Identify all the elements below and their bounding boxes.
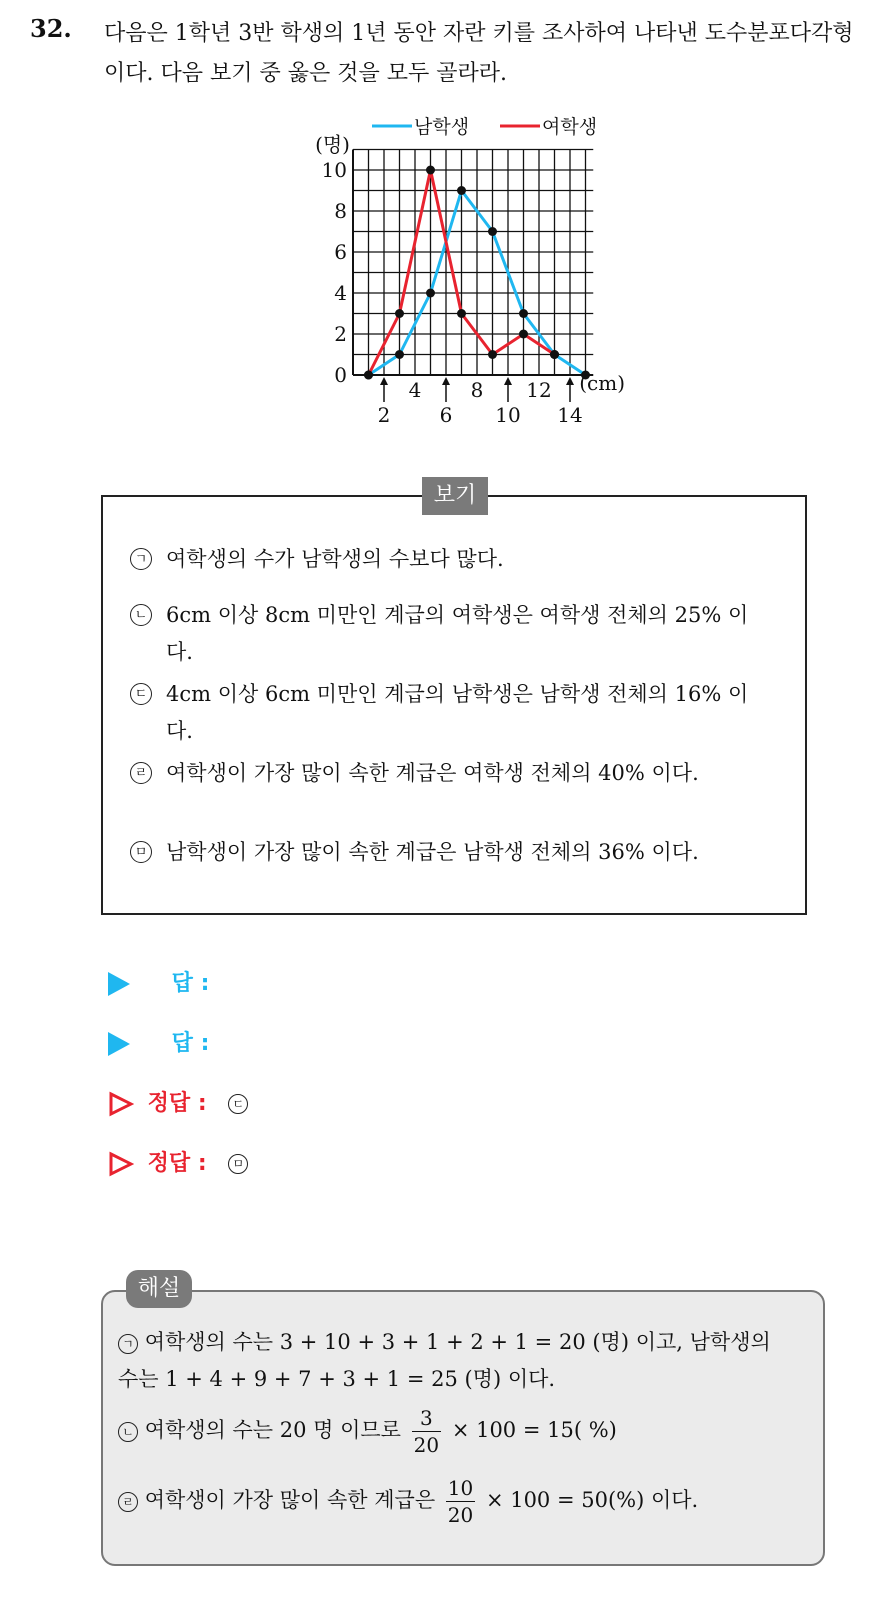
data-point (426, 166, 435, 175)
y-tick-label: 0 (334, 363, 347, 387)
data-point (364, 371, 373, 380)
chart-grid (353, 150, 593, 376)
outline-play-icon (108, 1091, 134, 1117)
solution-marker-4: ㄹ (118, 1492, 138, 1512)
fraction-numerator: 3 (412, 1405, 441, 1432)
data-point (426, 289, 435, 298)
solution-line-1 (118, 1324, 818, 1360)
correct-answer-2: ㅁ (228, 1154, 248, 1174)
solution-text-4: 여학생이 가장 많이 속한 계급은 (144, 1488, 436, 1512)
correct-label-1: 정답 : (147, 1091, 207, 1116)
fraction-denominator: 20 (413, 1433, 440, 1457)
solution-marker-1: ㄱ (118, 1334, 138, 1354)
y-tick-label: 10 (321, 158, 347, 182)
x-tick-label-bottom: 6 (439, 403, 453, 427)
data-point (488, 350, 497, 359)
bogi-marker-5: ㅁ (130, 841, 152, 863)
solution-fraction-3 (412, 1405, 441, 1458)
outline-play-icon (108, 1151, 134, 1177)
solution-post-4: × 100 = 50(%) 이다. (485, 1488, 699, 1512)
x-unit-label: (cm) (579, 371, 626, 395)
question-number: 32. (30, 14, 72, 43)
fraction-numerator: 10 (447, 1476, 474, 1500)
data-point (395, 309, 404, 318)
bogi-item-1 (130, 541, 780, 578)
x-tick-label-bottom: 2 (377, 403, 391, 427)
x-tick-label-bottom: 10 (495, 403, 521, 427)
bogi-marker-2: ㄴ (130, 604, 152, 626)
x-tick-arrowhead (442, 377, 450, 385)
answer-row-1 (108, 966, 209, 997)
correct-answer-1: ㄷ (228, 1094, 248, 1114)
bogi-item-2 (130, 597, 780, 671)
legend-label-2: 여학생 (542, 116, 598, 138)
solution-fraction-4 (446, 1475, 475, 1528)
bogi-marker-3: ㄷ (130, 683, 152, 705)
bogi-item-4 (130, 755, 780, 792)
answer-label-1: 답 : (171, 971, 210, 996)
play-icon (108, 1032, 130, 1056)
x-tick-label-top: 12 (526, 378, 552, 402)
y-tick-label: 6 (334, 240, 347, 264)
data-point (488, 227, 497, 236)
y-unit-label: (명) (315, 132, 350, 157)
correct-row-1 (108, 1086, 248, 1117)
answer-label-2: 답 : (171, 1031, 210, 1056)
data-point (519, 309, 528, 318)
chart-labels (315, 116, 625, 427)
bogi-marker-1: ㄱ (130, 548, 152, 570)
bogi-text-3: 4cm 이상 6cm 미만인 계급의 남학생은 남학생 전체의 16% 이다. (166, 682, 749, 743)
bogi-text-2: 6cm 이상 8cm 미만인 계급의 여학생은 여학생 전체의 25% 이다. (166, 603, 749, 664)
question-text: 다음은 1학년 3반 학생의 1년 동안 자란 키를 조사하여 나타낸 도수분포다각형이다. 다음 보기 중 옳은 것을 모두 골라라. (104, 21, 854, 86)
y-tick-label: 8 (334, 199, 347, 223)
solution-text-1: 여학생의 수는 3 + 10 + 3 + 1 + 2 + 1 = 20 (명) 이고, 남학생의 (144, 1330, 771, 1354)
bogi-title: 보기 (422, 477, 488, 515)
y-tick-label: 2 (334, 322, 347, 346)
bogi-text-1: 여학생의 수가 남학생의 수보다 많다. (166, 547, 504, 571)
bogi-item-5 (130, 834, 780, 871)
data-point (395, 350, 404, 359)
bogi-text-4: 여학생이 가장 많이 속한 계급은 여학생 전체의 40% 이다. (166, 761, 699, 785)
data-point (457, 186, 466, 195)
x-tick-arrowhead (504, 377, 512, 385)
fraction-denominator: 20 (447, 1503, 474, 1527)
x-tick-arrowhead (566, 377, 574, 385)
solution-line-4 (118, 1475, 818, 1528)
data-point (457, 309, 466, 318)
solution-post-3: × 100 = 15( %) (451, 1418, 617, 1442)
x-tick-label-top: 4 (408, 378, 422, 402)
solution-marker-3: ㄴ (118, 1422, 138, 1442)
data-point (550, 350, 559, 359)
data-point (519, 330, 528, 339)
solution-title: 해설 (126, 1270, 192, 1308)
x-tick-arrowhead (380, 377, 388, 385)
play-icon (108, 972, 130, 996)
solution-line-2: 수는 1 + 4 + 9 + 7 + 3 + 1 = 25 (명) 이다. (118, 1367, 556, 1391)
legend-label-1: 남학생 (414, 116, 470, 138)
answer-row-2 (108, 1026, 209, 1057)
solution-line-3 (118, 1405, 818, 1458)
frequency-polygon-chart (300, 108, 640, 428)
bogi-marker-4: ㄹ (130, 762, 152, 784)
y-tick-label: 4 (334, 281, 347, 305)
bogi-item-3 (130, 676, 780, 750)
bogi-text-5: 남학생이 가장 많이 속한 계급은 남학생 전체의 36% 이다. (166, 840, 699, 864)
correct-label-2: 정답 : (147, 1151, 207, 1176)
x-tick-label-top: 8 (470, 378, 484, 402)
x-tick-label-bottom: 14 (557, 403, 583, 427)
solution-text-3: 여학생의 수는 20 명 이므로 (144, 1418, 401, 1442)
correct-row-2 (108, 1146, 248, 1177)
